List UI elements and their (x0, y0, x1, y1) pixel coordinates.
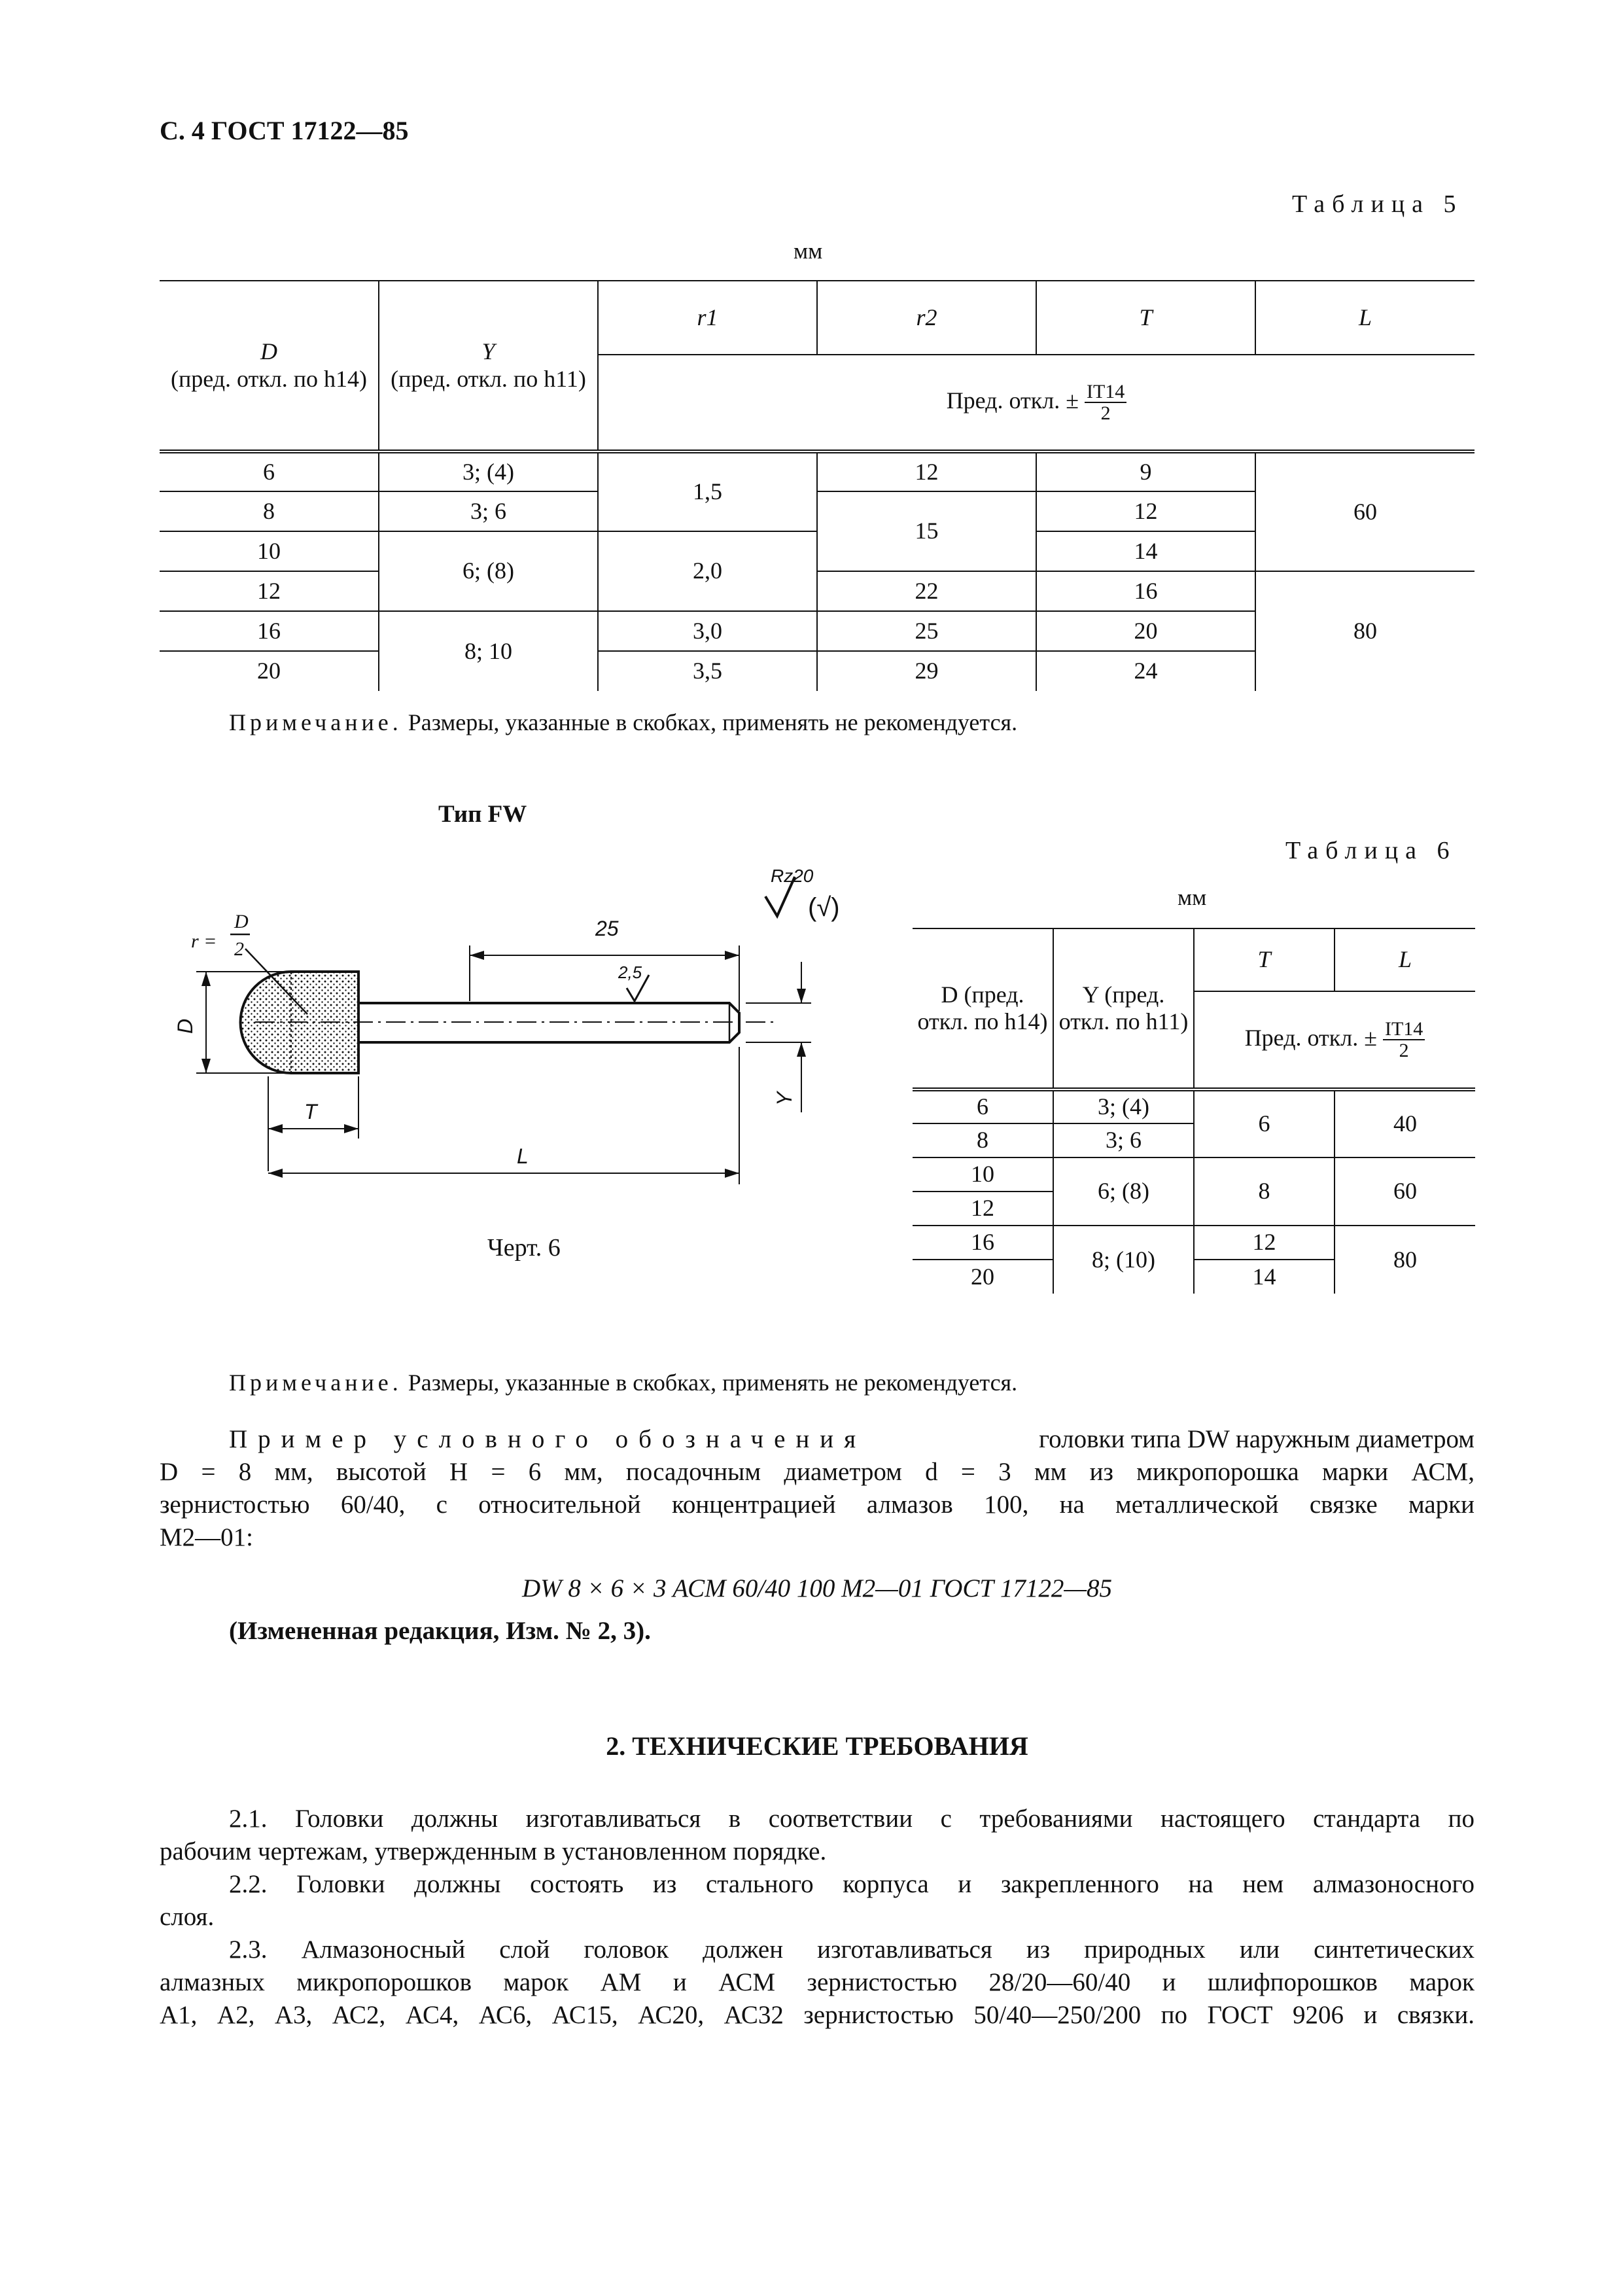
drawing-title: Тип FW (438, 801, 527, 828)
table5 (160, 281, 1475, 691)
t5-it14-num: IT14 (1085, 381, 1126, 404)
t6-l: 80 (1393, 1246, 1417, 1273)
section-title: 2. ТЕХНИЧЕСКИЕ ТРЕБОВАНИЯ (606, 1731, 1028, 1761)
t5-r1: 3,5 (598, 651, 817, 691)
table5-caption: Таблица 5 (1292, 190, 1463, 218)
t5-t: 9 (1036, 451, 1255, 491)
dim-y: Y (773, 1091, 796, 1106)
note-text: Размеры, указанные в скобках, применять не рекомендуется. (408, 1369, 1018, 1396)
clause-2-3-line-2: алмазных микропорошков марок АМ и АСМ зернистостью 28/20—60/40 и шлифпорошков марок (160, 1968, 1475, 1996)
note-label: Примечание. (229, 1369, 402, 1396)
example-label: Пример условного обозначения (229, 1425, 867, 1453)
t6-t: 6 (1194, 1089, 1335, 1157)
t6-t: 8 (1194, 1157, 1335, 1226)
t6-d: 20 (913, 1260, 1053, 1294)
dim-25: 25 (595, 917, 619, 940)
t5-r2: 22 (817, 571, 1036, 611)
table5-note (229, 709, 1017, 736)
example-text-1: головки типа DW наружным диаметром (1039, 1425, 1475, 1453)
table6-unit: мм (1178, 885, 1207, 910)
table6-caption: Таблица 6 (1285, 837, 1457, 864)
t5-d: 6 (160, 451, 379, 491)
t5-head-l: L (1255, 281, 1475, 355)
example-line-4: М2—01: (160, 1523, 254, 1551)
t6-it14-num: IT14 (1383, 1019, 1425, 1041)
dim-d: D (173, 1018, 197, 1034)
t5-d: 10 (160, 531, 379, 571)
t5-y: 6; (8) (379, 531, 598, 611)
r-frac-den: 2 (234, 938, 244, 960)
example-line-2: D = 8 мм, высотой H = 6 мм, посадочным диаметром d = 3 мм из микропорошка марки АСМ, (160, 1458, 1475, 1486)
note-text: Размеры, указанные в скобках, применять не рекомендуется. (408, 709, 1018, 735)
t6-head-tolerance (1194, 991, 1475, 1089)
t5-head-r2: r2 (817, 281, 1036, 355)
t6-t: 14 (1194, 1260, 1335, 1294)
t5-pred-label: Пред. откл. ± (946, 387, 1079, 414)
page-header: С. 4 ГОСТ 17122—85 (160, 116, 409, 145)
t5-l: 60 (1255, 451, 1475, 571)
clause-2-2-line-1: 2.2. Головки должны состоять из стального корпуса и закрепленного на нем алмазоносного (229, 1870, 1475, 1898)
t5-it14-den: 2 (1100, 402, 1111, 424)
t5-t: 16 (1036, 571, 1255, 611)
t5-y: 3; (4) (379, 451, 598, 491)
t6-head-l: L (1335, 929, 1475, 991)
t6-it14-fraction (1383, 1019, 1425, 1061)
t5-t: 14 (1036, 531, 1255, 571)
note-label: Примечание. (229, 709, 402, 735)
example-formula: DW 8 × 6 × 3 АСМ 60/40 100 М2—01 ГОСТ 17122—85 (521, 1574, 1113, 1602)
t6-d: 16 (913, 1226, 1053, 1260)
t5-r1: 1,5 (598, 451, 817, 531)
drawing-caption: Черт. 6 (487, 1234, 561, 1262)
dim-l: L (517, 1144, 529, 1168)
rz-label: Rz20 (771, 866, 814, 886)
example-paragraph (160, 1423, 1475, 1554)
t6-l: 40 (1335, 1089, 1475, 1157)
clause-2-2-line-2: слоя. (160, 1903, 215, 1931)
example-line-3: зернистостью 60/40, с относительной концентрацией алмазов 100, на металлической связке марки (160, 1491, 1475, 1519)
t5-t: 20 (1036, 611, 1255, 651)
clause-2-3-line-3: А1, А2, А3, АС2, АС4, АС6, АС15, АС20, АС32 зернистостью 50/40—250/200 по ГОСТ 9206 и связки. (160, 2001, 1475, 2029)
t6-it14-den: 2 (1399, 1040, 1409, 1061)
t5-head-y (379, 281, 598, 451)
t6-d: 12 (913, 1192, 1053, 1226)
t5-r2: 25 (817, 611, 1036, 651)
t5-y: 3; 6 (379, 491, 598, 531)
example-line-1 (160, 1423, 1475, 1456)
t5-r1: 2,0 (598, 531, 817, 611)
clause-2-3-line-1: 2.3. Алмазоносный слой головок должен изготавливаться из природных или синтетических (229, 1935, 1475, 1964)
t6-l: 60 (1335, 1157, 1475, 1226)
tool-drawing (173, 851, 909, 1204)
t6-d: 8 (913, 1123, 1053, 1157)
t5-t: 12 (1036, 491, 1255, 531)
t5-r2: 29 (817, 651, 1036, 691)
t5-head-r1: r1 (598, 281, 817, 355)
clause-2-1-line-1: 2.1. Головки должны изготавливаться в соответствии с требованиями настоящего стандарта по (229, 1805, 1475, 1833)
t5-d: 12 (160, 571, 379, 611)
t5-it14-fraction (1085, 381, 1126, 424)
section-body (160, 1803, 1475, 2032)
dim-t: T (304, 1100, 317, 1123)
r-frac-num: D (234, 911, 249, 932)
rz-paren-check: (√) (808, 893, 840, 922)
t5-d: 20 (160, 651, 379, 691)
t6-d: 6 (913, 1089, 1053, 1123)
t5-t: 24 (1036, 651, 1255, 691)
t6-pred-label: Пред. откл. ± (1244, 1024, 1377, 1051)
t5-head-y-tol: (пред. откл. по h11) (391, 365, 586, 392)
t6-head-d: D (пред. откл. по h14) (913, 929, 1053, 1089)
t5-r2: 12 (817, 451, 1036, 491)
table5-unit: мм (794, 238, 823, 264)
table6-note (229, 1369, 1017, 1396)
t6-t: 12 (1194, 1226, 1335, 1260)
t5-head-tolerance (598, 355, 1475, 451)
t5-head-y-sym: Y (481, 338, 495, 365)
t5-y: 8; 10 (379, 611, 598, 691)
t6-head-t: T (1194, 929, 1335, 991)
t5-l: 80 (1353, 618, 1377, 645)
t5-d: 16 (160, 611, 379, 651)
t5-r1: 3,0 (598, 611, 817, 651)
t5-d: 8 (160, 491, 379, 531)
t6-y: 6; (8) (1053, 1157, 1194, 1226)
t5-head-d (160, 281, 379, 451)
t6-y: 3; (4) (1053, 1089, 1194, 1123)
t5-head-t: T (1036, 281, 1255, 355)
t6-y: 8; (10) (1053, 1226, 1194, 1294)
rough-2-5: 2,5 (618, 963, 642, 982)
table6 (913, 929, 1475, 1294)
t6-head-y: Y (пред. откл. по h11) (1053, 929, 1194, 1089)
t5-r2: 15 (817, 491, 1036, 571)
t5-head-d-sym: D (260, 338, 277, 365)
amendment-note: (Измененная редакция, Изм. № 2, 3). (229, 1617, 651, 1645)
clause-2-1-line-2: рабочим чертежам, утвержденным в установленном порядке. (160, 1837, 827, 1865)
t6-y: 3; 6 (1053, 1123, 1194, 1157)
r-label: r = (191, 930, 217, 952)
t6-d: 10 (913, 1157, 1053, 1192)
t5-head-d-tol: (пред. откл. по h14) (170, 365, 368, 392)
